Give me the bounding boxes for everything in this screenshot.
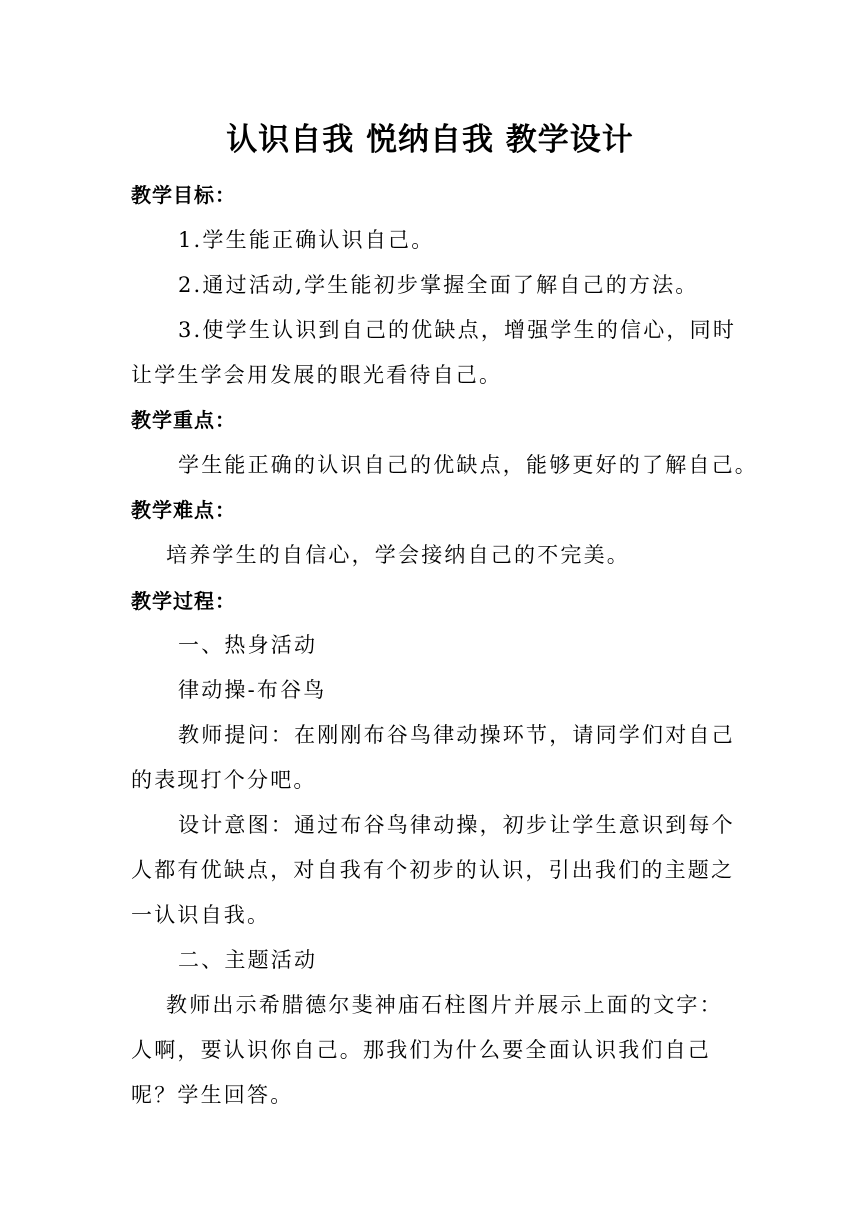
objectives-heading: 教学目标： xyxy=(131,183,236,207)
design-intent-line-3: 一认识自我。 xyxy=(131,903,271,927)
section-2-line-1: 教师出示希腊德尔斐神庙石柱图片并展示上面的文字： xyxy=(166,993,723,1017)
teacher-question-line-1: 教师提问：在刚刚布谷鸟律动操环节，请同学们对自己 xyxy=(178,723,735,747)
process-heading: 教学过程： xyxy=(131,589,236,613)
objective-1: 1.学生能正确认识自己。 xyxy=(178,228,435,252)
design-intent-line-2: 人都有优缺点，对自我有个初步的认识，引出我们的主题之 xyxy=(131,858,735,882)
teacher-question-line-2: 的表现打个分吧。 xyxy=(131,768,317,792)
section-1-activity: 律动操-布谷鸟 xyxy=(178,678,327,702)
objective-3-line-2: 让学生学会用发展的眼光看待自己。 xyxy=(131,363,503,387)
key-points-heading: 教学重点： xyxy=(131,408,236,432)
section-2-title: 二、主题活动 xyxy=(178,948,318,972)
objective-3-line-1: 3.使学生认识到自己的优缺点，增强学生的信心，同时 xyxy=(178,318,737,342)
difficulties-text: 培养学生的自信心，学会接纳自己的不完美。 xyxy=(166,543,630,567)
document-title: 认识自我 悦纳自我 教学设计 xyxy=(226,122,634,158)
key-points-text: 学生能正确的认识自己的优缺点，能够更好的了解自己。 xyxy=(178,453,758,477)
difficulties-heading: 教学难点： xyxy=(131,498,236,522)
section-1-title: 一、热身活动 xyxy=(178,633,318,657)
design-intent-line-1: 设计意图：通过布谷鸟律动操，初步让学生意识到每个 xyxy=(178,813,735,837)
section-2-line-3: 呢？学生回答。 xyxy=(131,1083,294,1107)
section-2-line-2: 人啊，要认识你自己。那我们为什么要全面认识我们自己 xyxy=(131,1038,711,1062)
objective-2: 2.通过活动,学生能初步掌握全面了解自己的方法。 xyxy=(178,273,699,297)
